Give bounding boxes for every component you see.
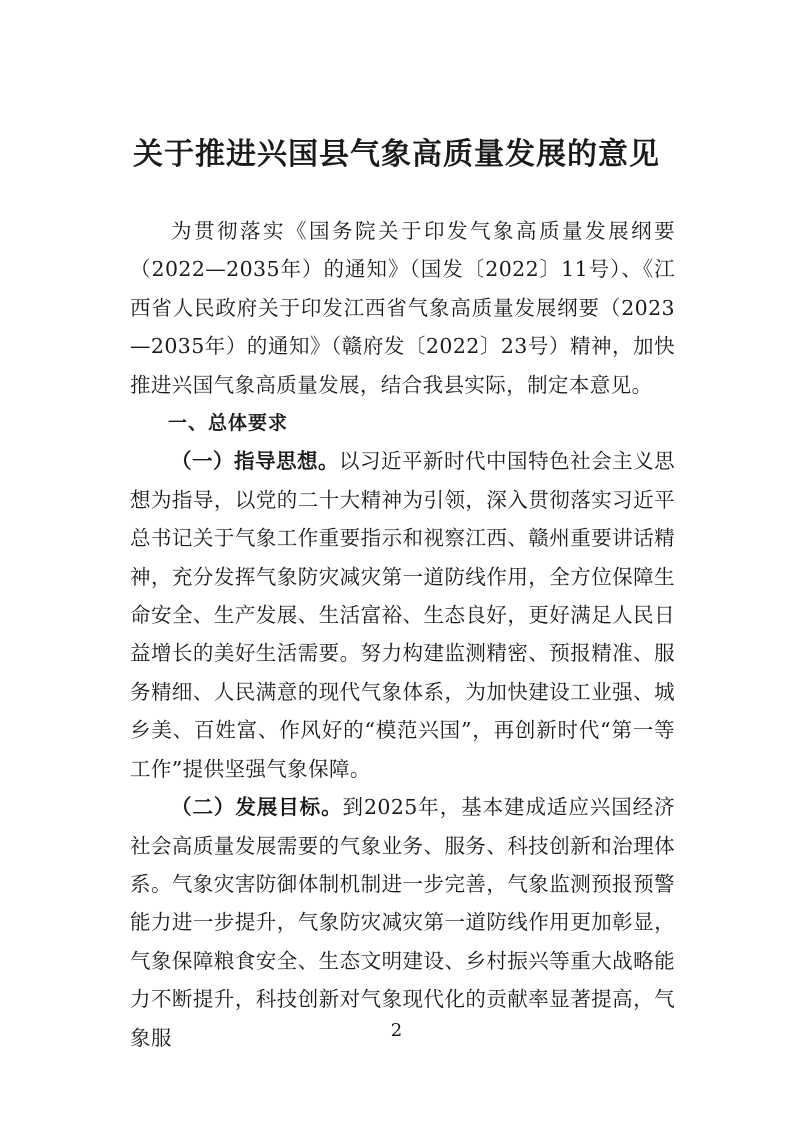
guiding-ideology-lead: （一）指导思想。 <box>171 449 340 474</box>
document-body <box>130 212 675 1057</box>
development-goals-text: 到2025年，基本建成适应兴国经济社会高质量发展需要的气象业务、服务、科技创新和治理体系。气象灾害防御体制机制进一步完善，气象监测预报预警能力进一步提升，气象防灾减灾第一道防线作用更加彰显，气象保障粮食安全、生态文明建设、乡村振兴等重大战略能力不断提升，科技创新对气象现代化的贡献率显著提高，气象服 <box>130 795 675 1050</box>
document-title: 关于推进兴国县气象高质量发展的意见 <box>133 137 660 172</box>
development-goals-paragraph <box>130 788 675 1057</box>
intro-paragraph: 为贯彻落实《国务院关于印发气象高质量发展纲要（2022—2035年）的通知》（国发〔2022〕11号）、《江西省人民政府关于印发江西省气象高质量发展纲要（2023—2035年）的通知》（赣府发〔2022〕23号）精神，加快推进兴国气象高质量发展，结合我县实际，制定本意见。 <box>130 219 675 397</box>
development-goals-lead: （二）发展目标。 <box>171 795 343 820</box>
guiding-ideology-paragraph <box>130 442 675 788</box>
section-heading: 一、总体要求 <box>168 412 289 435</box>
guiding-ideology-text: 以习近平新时代中国特色社会主义思想为指导，以党的二十大精神为引领，深入贯彻落实习近平总书记关于气象工作重要指示和视察江西、赣州重要讲话精神，充分发挥气象防灾减灾第一道防线作用，全方位保障生命安全、生产发展、生活富裕、生态良好，更好满足人民日益增长的美好生活需要。努力构建监测精密、预报精准、服务精细、人民满意的现代气象体系，为加快建设工业强、城乡美、百姓富、作风好的“模范兴国”，再创新时代“第一等工作”提供坚强气象保障。 <box>130 449 675 781</box>
page-number: 2 <box>390 1020 403 1041</box>
